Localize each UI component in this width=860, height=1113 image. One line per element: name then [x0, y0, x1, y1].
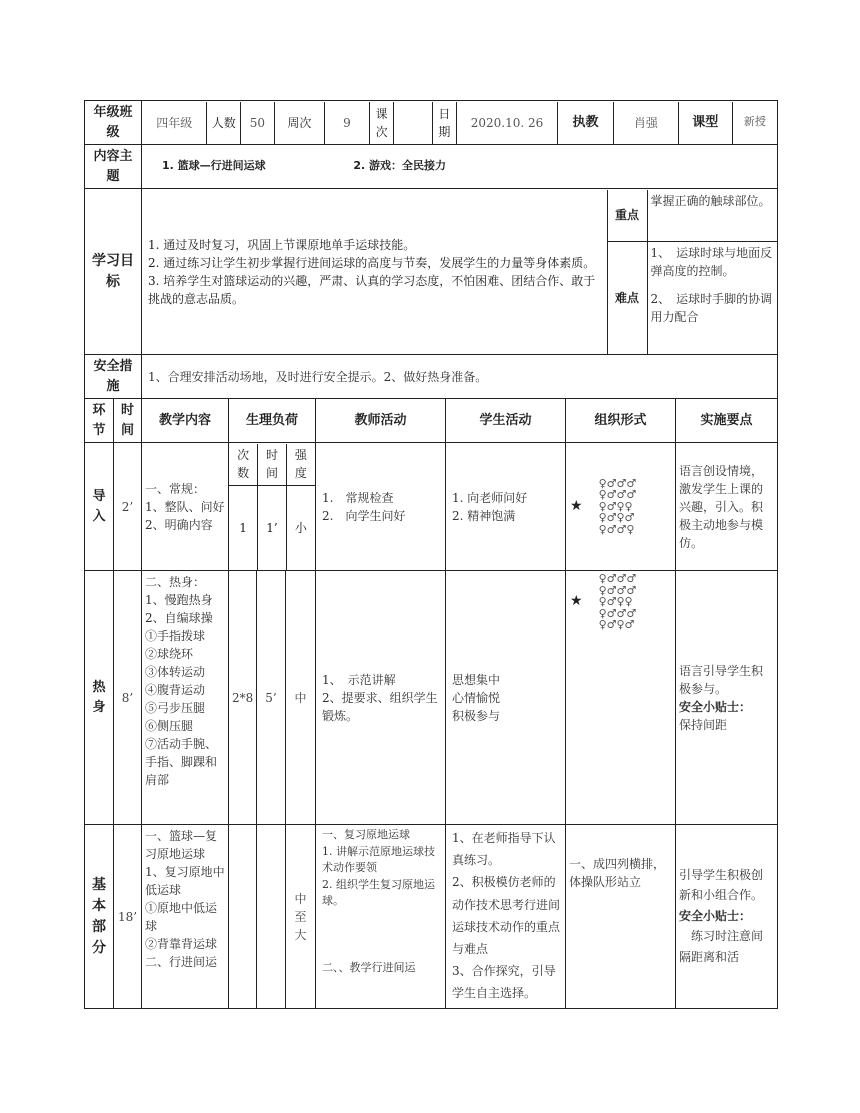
- lesson-value: [394, 102, 432, 144]
- formation-gender-icons: ♀♂♂♂ ♀♂♂♂ ♀♂♀♀ ♀♂♀♂ ♀♂♂♀: [598, 476, 637, 536]
- week-value: 9: [325, 102, 370, 144]
- intro-row: [85, 443, 778, 571]
- column-header-row: [85, 399, 778, 421]
- main-stage: 基本部分: [85, 825, 114, 1009]
- intro-student: 1. 向老师问好 2. 精神饱满: [446, 443, 566, 571]
- date-value: 2020.10. 26: [457, 102, 558, 144]
- main-teacher-2: 二、、教学行进间运: [322, 960, 416, 974]
- col-org: 组织形式: [566, 399, 676, 443]
- warmup-student: 思想集中 心情愉悦 积极参与: [446, 571, 566, 825]
- topic-item-2: 2. 游戏：全民接力: [353, 159, 447, 173]
- goals-label: 学习目标: [85, 189, 142, 355]
- lesson-label: 课次: [369, 102, 394, 144]
- main-org: 一、成四列横排，体操队形站立: [566, 825, 676, 1009]
- lesson-plan-table: [84, 100, 778, 1009]
- safety-text: 1、合理安排活动场地，及时进行安全提示。2、做好热身准备。: [142, 355, 778, 399]
- col-load: 生理负荷: [229, 399, 316, 443]
- main-tip-label: 安全小贴士：: [679, 908, 752, 923]
- main-time: 18’: [114, 825, 142, 1009]
- warmup-teacher: 1、 示范讲解 2、提要求、组织学生锻炼。: [316, 571, 446, 825]
- warmup-tip-label: 安全小贴士：: [679, 699, 752, 714]
- main-points: 引导学生积极创新和小组合作。: [679, 868, 764, 903]
- topic-label: 内容主题: [85, 145, 142, 189]
- col-time: 时间: [114, 399, 142, 443]
- diff-item-1: 1、 运球时球与地面反弹高度的控制。: [650, 246, 773, 278]
- warmup-count: 2*8: [229, 571, 257, 825]
- goals-row: [85, 189, 778, 355]
- intro-duration: 1’: [258, 486, 287, 570]
- teacher-value: 肖强: [613, 102, 678, 144]
- col-content: 教学内容: [142, 399, 229, 443]
- warmup-stage: 热身: [85, 571, 114, 825]
- teacher-star-icon: ★: [570, 497, 583, 514]
- col-points: 实施要点: [676, 399, 778, 443]
- intro-time: 2’: [114, 443, 142, 571]
- lesson-plan-document: [84, 100, 777, 1009]
- main-duration: [257, 825, 286, 1009]
- diff-item-2: 2、 运球时手脚的协调用力配合: [650, 292, 773, 324]
- main-count: [229, 825, 257, 1009]
- col-stage: 环节: [85, 399, 114, 443]
- key-label: 重点: [607, 190, 647, 242]
- type-value: 新授: [732, 102, 777, 144]
- warmup-row: [85, 571, 778, 825]
- warmup-content: 二、热身： 1、慢跑热身 2、自编球操 ①手指拨球 ②球绕环 ③体转运动 ④腹背运动 ⑤弓步压腿 ⑥侧压腿 ⑦活动手腕、手指、脚踝和肩部: [142, 571, 229, 825]
- warmup-points: 语言引导学生积极参与。: [679, 663, 764, 696]
- count-label: 人数: [207, 102, 241, 144]
- teacher-label: 执教: [557, 102, 613, 144]
- load-count-header: 次数: [229, 444, 258, 486]
- load-intensity-header: 强度: [286, 444, 315, 486]
- intro-intensity: 小: [294, 520, 307, 535]
- teacher-star-icon: ★: [570, 593, 583, 610]
- diff-label: 难点: [607, 242, 647, 354]
- key-text: 掌握正确的触球部位。: [647, 190, 777, 242]
- topic-row: [85, 145, 778, 189]
- safety-label: 安全措施: [85, 355, 142, 399]
- main-student: 1、在老师指导下认真练习。 2、积极模仿老师的动作技术思考行进间运球技术动作的重点与难点 3、合作探究，引导学生自主选择。: [446, 825, 566, 1009]
- main-row: [85, 825, 778, 1009]
- col-teacher: 教师活动: [316, 399, 446, 443]
- date-label: 日期: [432, 102, 457, 144]
- intro-count: 1: [239, 520, 247, 535]
- intro-content: 一、常规： 1、整队、问好 2、明确内容: [142, 443, 229, 571]
- week-label: 周次: [274, 102, 324, 144]
- main-teacher-1: 一、复习原地运球 1. 讲解示范原地运球技术动作要领 2. 组织学生复习原地运球。: [322, 828, 435, 907]
- grade-label: 年级班级: [93, 105, 133, 140]
- header-row: [85, 101, 778, 145]
- col-student: 学生活动: [446, 399, 566, 443]
- topic-item-1: 1. 篮球—行进间运球: [162, 159, 266, 173]
- warmup-intensity: 中: [286, 571, 316, 825]
- type-label: 课型: [678, 102, 732, 144]
- grade-value: 四年级: [142, 102, 207, 144]
- main-content: 一、篮球—复习原地运球 1、复习原地中低运球 ①原地中低运球 ②背靠背运球 二、行进间运: [142, 825, 229, 1009]
- warmup-tip: 保持间距: [679, 717, 728, 732]
- intro-points: 语言创设情境，激发学生上课的兴趣，引入。积极主动地参与模仿。: [676, 443, 778, 571]
- warmup-duration: 5’: [257, 571, 286, 825]
- main-tip: 练习时注意间隔距离和活: [679, 929, 764, 964]
- count-value: 50: [241, 102, 275, 144]
- warmup-time: 8’: [114, 571, 142, 825]
- safety-row: [85, 355, 778, 399]
- formation-gender-icons: ♀♂♂♂ ♀♂♂♂ ♀♂♀♀ ♀♂♂♂ ♀♂♀♂: [598, 572, 637, 632]
- main-intensity: 中至大: [286, 825, 316, 1009]
- goals-text: 1. 通过及时复习，巩固上节课原地单手运球技能。 2. 通过练习让学生初步掌握行进间运球的高度与节奏，发展学生的力量等身体素质。 3. 培养学生对篮球运动的兴趣，严肃、认真的学习态度，不怕困难、团结合作、敢于挑战的意志品质。: [142, 190, 607, 354]
- intro-teacher: 1. 常规检查 2. 向学生问好: [316, 443, 446, 571]
- intro-stage: 导入: [85, 443, 114, 571]
- load-time-header: 时间: [258, 444, 287, 486]
